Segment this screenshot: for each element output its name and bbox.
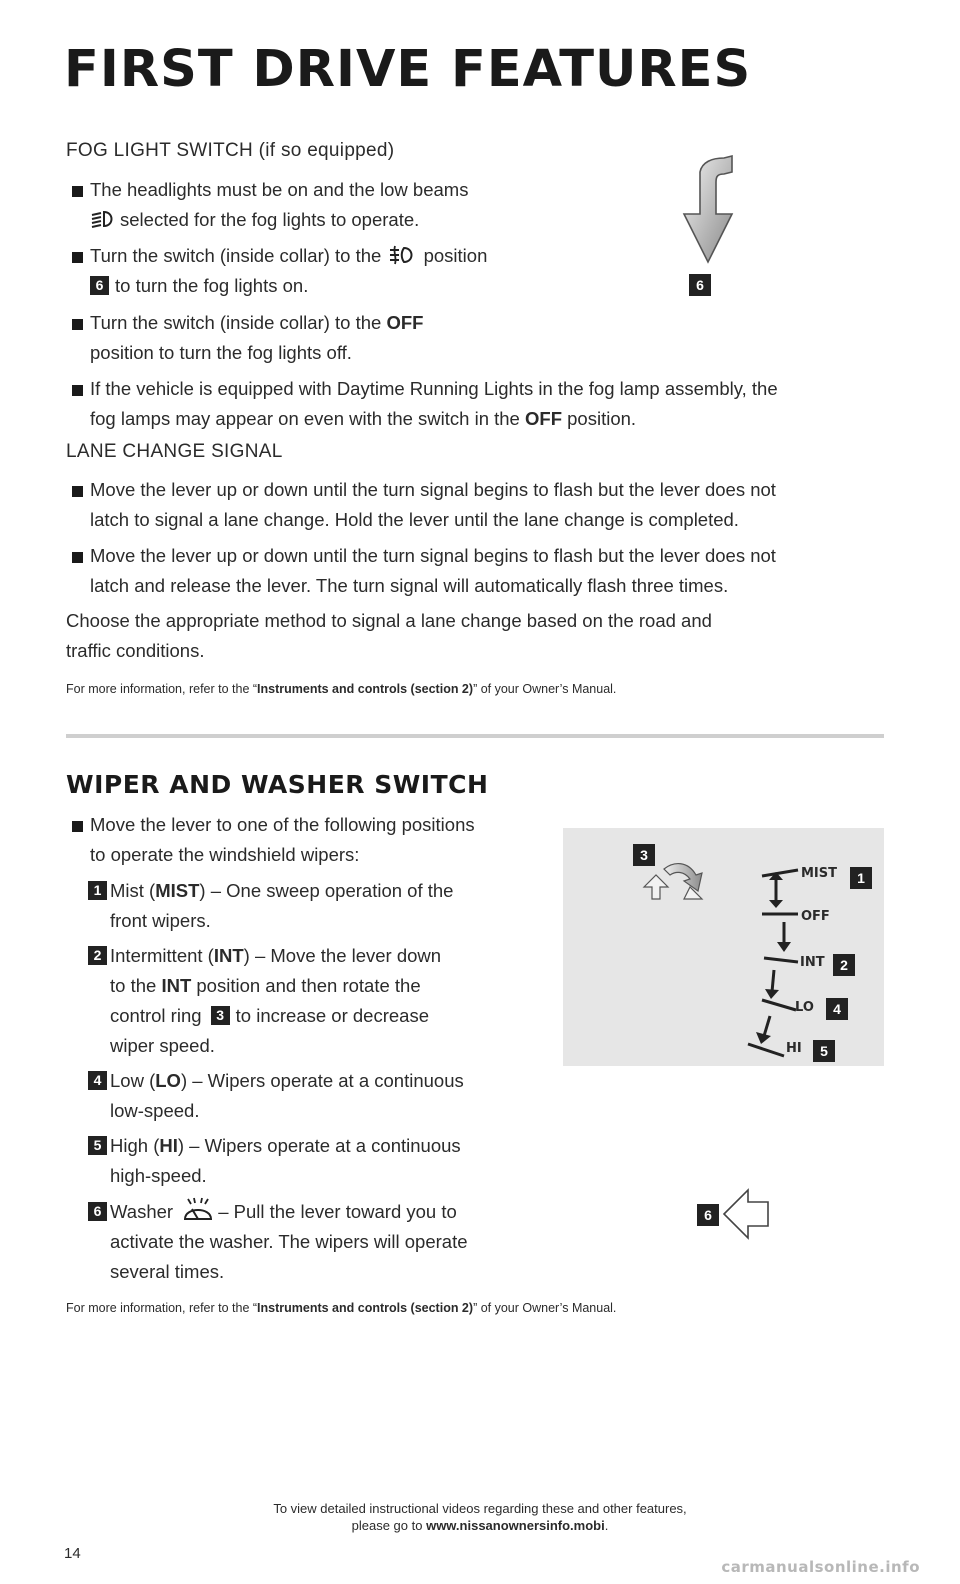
item-text: ) – One sweep operation of the: [199, 880, 454, 901]
bullet-square: [72, 821, 83, 832]
int-label: INT: [800, 955, 825, 970]
figure-badge-6: 6: [689, 274, 711, 296]
item-line2: high-speed.: [110, 1165, 207, 1186]
fog-bullet-4-pre: fog lamps may appear on even with the switch in the: [90, 408, 520, 429]
item-text: ) – Move the lever down: [243, 945, 442, 966]
off-label: OFF: [525, 408, 562, 429]
hi-label: HI: [786, 1041, 802, 1056]
fog-bullet-2-post: position: [423, 245, 488, 266]
fog-bullet-1: [90, 175, 560, 235]
fog-bullet-3-pre: Turn the switch (inside collar) to the: [90, 312, 382, 333]
item-text: High (: [110, 1135, 160, 1156]
item-line2: low-speed.: [110, 1100, 200, 1121]
more-info-pre: For more information, refer to the “: [66, 682, 258, 696]
fog-bullet-4-line1: If the vehicle is equipped with Daytime Running Lights in the fog lamp assembly, the: [90, 378, 778, 399]
item-line4: wiper speed.: [110, 1035, 215, 1056]
wiper-intro-line2: to operate the windshield wipers:: [90, 844, 360, 865]
more-info-post: ” of your Owner’s Manual.: [473, 1301, 617, 1315]
footer-line-2: [0, 1518, 960, 1533]
pull-lever-arrow-icon: [722, 1188, 772, 1240]
more-info-link-text: Instruments and controls (section 2): [257, 1301, 474, 1315]
figure-badge-1: 1: [850, 867, 872, 889]
page-number: 14: [64, 1545, 81, 1562]
wiper-intro-line1: Move the lever to one of the following positions: [90, 814, 475, 835]
badge-6: 6: [88, 1202, 107, 1221]
badge-6: 6: [90, 276, 109, 295]
lane-paragraph: [66, 606, 712, 666]
low-beam-icon: [90, 209, 116, 229]
more-info-pre: For more information, refer to the “: [66, 1301, 258, 1315]
wiper-item-lo: [93, 1066, 550, 1126]
more-info-note-1: [66, 682, 616, 696]
bullet-square: [72, 186, 83, 197]
rotate-ring-arrow-icon: [640, 855, 710, 905]
item-text: ) – Wipers operate at a continuous: [180, 1070, 464, 1091]
item-text: position and then rotate the: [191, 975, 421, 996]
item-bold: LO: [155, 1070, 181, 1091]
bullet-square: [72, 552, 83, 563]
fog-bullet-2: [90, 241, 560, 301]
wiper-item-washer: [93, 1197, 550, 1287]
page-title: FIRST DRIVE FEATURES: [64, 40, 752, 99]
fog-bullet-1-line2: selected for the fog lights to operate.: [120, 209, 420, 230]
bullet-square: [72, 319, 83, 330]
section-divider: [66, 734, 884, 738]
fog-bullet-4: [90, 374, 885, 434]
badge-4: 4: [88, 1071, 107, 1090]
item-text: ) – Wipers operate at a continuous: [177, 1135, 461, 1156]
footer-line-1: To view detailed instructional videos regarding these and other features,: [273, 1501, 687, 1516]
wiper-diagram-panel: [563, 828, 884, 1066]
fog-bullet-4-post: position.: [567, 408, 637, 429]
fog-light-icon: [388, 245, 416, 265]
wiper-intro: [90, 810, 560, 870]
item-text: Washer: [110, 1201, 174, 1222]
fog-bullet-1-line1: The headlights must be on and the low beams: [90, 179, 469, 200]
off-label: OFF: [386, 312, 424, 333]
bullet-square: [72, 385, 83, 396]
lane-bullet-1-line1: Move the lever up or down until the turn signal begins to flash but the lever does not: [90, 479, 776, 500]
lane-paragraph-line2: traffic conditions.: [66, 640, 205, 661]
bullet-square: [72, 252, 83, 263]
item-line3: several times.: [110, 1261, 225, 1282]
item-text: to increase or decrease: [235, 1005, 429, 1026]
item-text: Low (: [110, 1070, 156, 1091]
lane-bullet-2: [90, 541, 885, 601]
fog-switch-arrow-figure: [680, 150, 750, 270]
badge-3: 3: [211, 1006, 230, 1025]
lo-label: LO: [795, 1000, 814, 1015]
figure-badge-2: 2: [833, 954, 855, 976]
figure-badge-6: 6: [697, 1204, 719, 1226]
off-position-label: OFF: [801, 909, 830, 924]
footer-text: .: [604, 1518, 609, 1533]
item-line2: front wipers.: [110, 910, 211, 931]
item-bold: MIST: [155, 880, 200, 901]
lane-bullet-2-line1: Move the lever up or down until the turn signal begins to flash but the lever does not: [90, 545, 776, 566]
lane-change-heading: LANE CHANGE SIGNAL: [66, 441, 283, 462]
badge-5: 5: [88, 1136, 107, 1155]
footer-text: please go to: [351, 1518, 427, 1533]
lane-paragraph-line1: Choose the appropriate method to signal a lane change based on the road and: [66, 610, 712, 631]
more-info-note-2: [66, 1301, 616, 1315]
fog-bullet-3-line2: position to turn the fog lights off.: [90, 342, 352, 363]
item-text: Mist (: [110, 880, 156, 901]
item-text: Intermittent (: [110, 945, 214, 966]
more-info-post: ” of your Owner’s Manual.: [473, 682, 617, 696]
item-line2: activate the washer. The wipers will operate: [110, 1231, 468, 1252]
fog-bullet-2-pre: Turn the switch (inside collar) to the: [90, 245, 382, 266]
item-bold: INT: [213, 945, 244, 966]
watermark: carmanualsonline.info: [721, 1558, 920, 1576]
item-text: control ring: [110, 1005, 202, 1026]
footer-website-link[interactable]: www.nissanownersinfo.mobi: [426, 1518, 605, 1533]
wiper-item-mist: [93, 876, 550, 936]
item-bold: INT: [161, 975, 192, 996]
item-text: to the: [110, 975, 162, 996]
lane-bullet-1: [90, 475, 885, 535]
item-text: – Pull the lever toward you to: [218, 1201, 457, 1222]
washer-icon: [182, 1197, 214, 1223]
lane-bullet-1-line2: latch to signal a lane change. Hold the lever until the lane change is completed.: [90, 509, 739, 530]
fog-light-heading: FOG LIGHT SWITCH (if so equipped): [66, 140, 395, 161]
item-bold: HI: [159, 1135, 178, 1156]
figure-badge-4: 4: [826, 998, 848, 1020]
wiper-item-hi: [93, 1131, 550, 1191]
wiper-heading: WIPER AND WASHER SWITCH: [66, 770, 489, 799]
figure-badge-5: 5: [813, 1040, 835, 1062]
bullet-square: [72, 486, 83, 497]
lane-bullet-2-line2: latch and release the lever. The turn signal will automatically flash three times.: [90, 575, 729, 596]
wiper-item-int: [93, 941, 550, 1061]
more-info-link-text: Instruments and controls (section 2): [257, 682, 474, 696]
figure-badge-3: 3: [633, 844, 655, 866]
badge-2: 2: [88, 946, 107, 965]
fog-bullet-2-line2: to turn the fog lights on.: [115, 275, 309, 296]
badge-1: 1: [88, 881, 107, 900]
mist-label: MIST: [801, 866, 838, 881]
fog-bullet-3: [90, 308, 560, 368]
